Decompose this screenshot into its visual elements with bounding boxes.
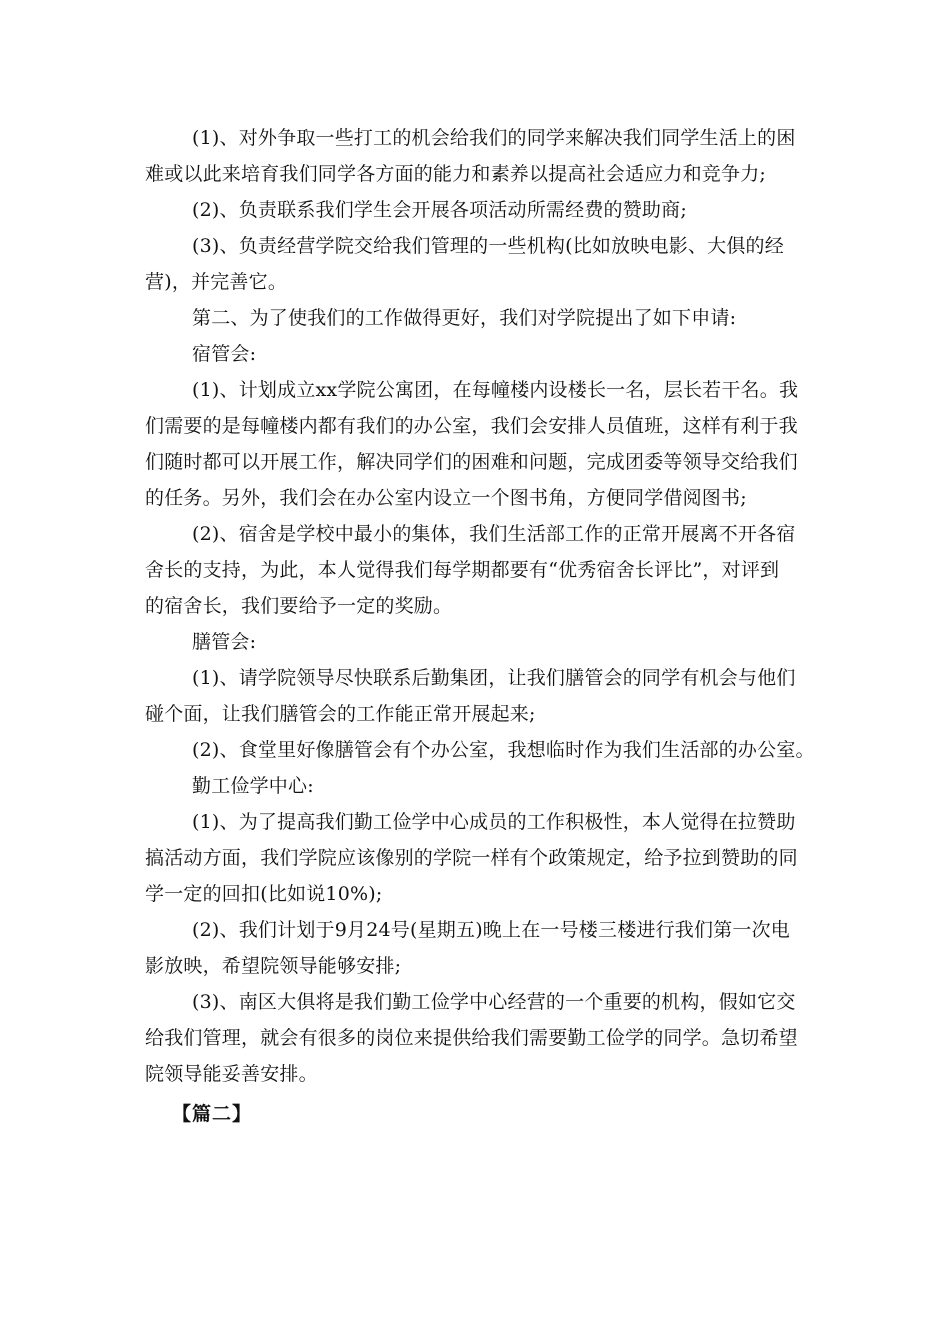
paragraph-line: (2)、食堂里好像膳管会有个办公室，我想临时作为我们生活部的办公室。 — [192, 739, 815, 761]
paragraph-line: (1)、对外争取一些打工的机会给我们的同学来解决我们同学生活上的困 — [192, 127, 796, 149]
paragraph-line: (1)、计划成立xx学院公寓团，在每幢楼内设楼长一名，层长若干名。我 — [192, 379, 799, 401]
paragraph-line: 影放映，希望院领导能够安排; — [145, 955, 402, 977]
paragraph-line: (1)、请学院领导尽快联系后勤集团，让我们膳管会的同学有机会与他们 — [192, 667, 796, 689]
paragraph-line: 院领导能妥善安排。 — [145, 1063, 318, 1085]
paragraph-line: (3)、负责经营学院交给我们管理的一些机构(比如放映电影、大俱的经 — [192, 235, 784, 257]
subsection-heading: 膳管会: — [192, 631, 257, 653]
paragraph-line: (2)、我们计划于9月24号(星期五)晚上在一号楼三楼进行我们第一次电 — [192, 919, 791, 941]
paragraph-line: 营)，并完善它。 — [145, 271, 288, 293]
paragraph-line: (2)、负责联系我们学生会开展各项活动所需经费的赞助商; — [192, 199, 687, 221]
paragraph-line: 给我们管理，就会有很多的岗位来提供给我们需要勤工俭学的同学。急切希望 — [145, 1027, 798, 1049]
paragraph-line: 们需要的是每幢楼内都有我们的办公室，我们会安排人员值班，这样有利于我 — [145, 415, 798, 437]
paragraph-line: 学一定的回扣(比如说10%); — [145, 883, 383, 905]
paragraph-line: 搞活动方面，我们学院应该像别的学院一样有个政策规定，给予拉到赞助的同 — [145, 847, 798, 869]
paragraph-line: 难或以此来培育我们同学各方面的能力和素养以提高社会适应力和竞争力; — [145, 163, 767, 185]
paragraph-line: 的任务。另外，我们会在办公室内设立一个图书角，方便同学借阅图书; — [145, 487, 747, 509]
part-heading: 【篇二】 — [172, 1103, 253, 1125]
section-heading: 第二、为了使我们的工作做得更好，我们对学院提出了如下申请: — [192, 307, 737, 329]
paragraph-line: 们随时都可以开展工作，解决同学们的困难和问题，完成团委等领导交给我们 — [145, 451, 798, 473]
paragraph-line: 的宿舍长，我们要给予一定的奖励。 — [145, 595, 453, 617]
paragraph-line: (2)、宿舍是学校中最小的集体，我们生活部工作的正常开展离不开各宿 — [192, 523, 796, 545]
subsection-heading: 勤工俭学中心: — [192, 775, 314, 797]
paragraph-line: (3)、南区大俱将是我们勤工俭学中心经营的一个重要的机构，假如它交 — [192, 991, 796, 1013]
paragraph-line: 舍长的支持，为此，本人觉得我们每学期都要有“优秀宿舍长评比”，对评到 — [145, 559, 780, 581]
paragraph-line: 碰个面，让我们膳管会的工作能正常开展起来; — [145, 703, 536, 725]
paragraph-line: (1)、为了提高我们勤工俭学中心成员的工作积极性，本人觉得在拉赞助 — [192, 811, 796, 833]
subsection-heading: 宿管会: — [192, 343, 257, 365]
